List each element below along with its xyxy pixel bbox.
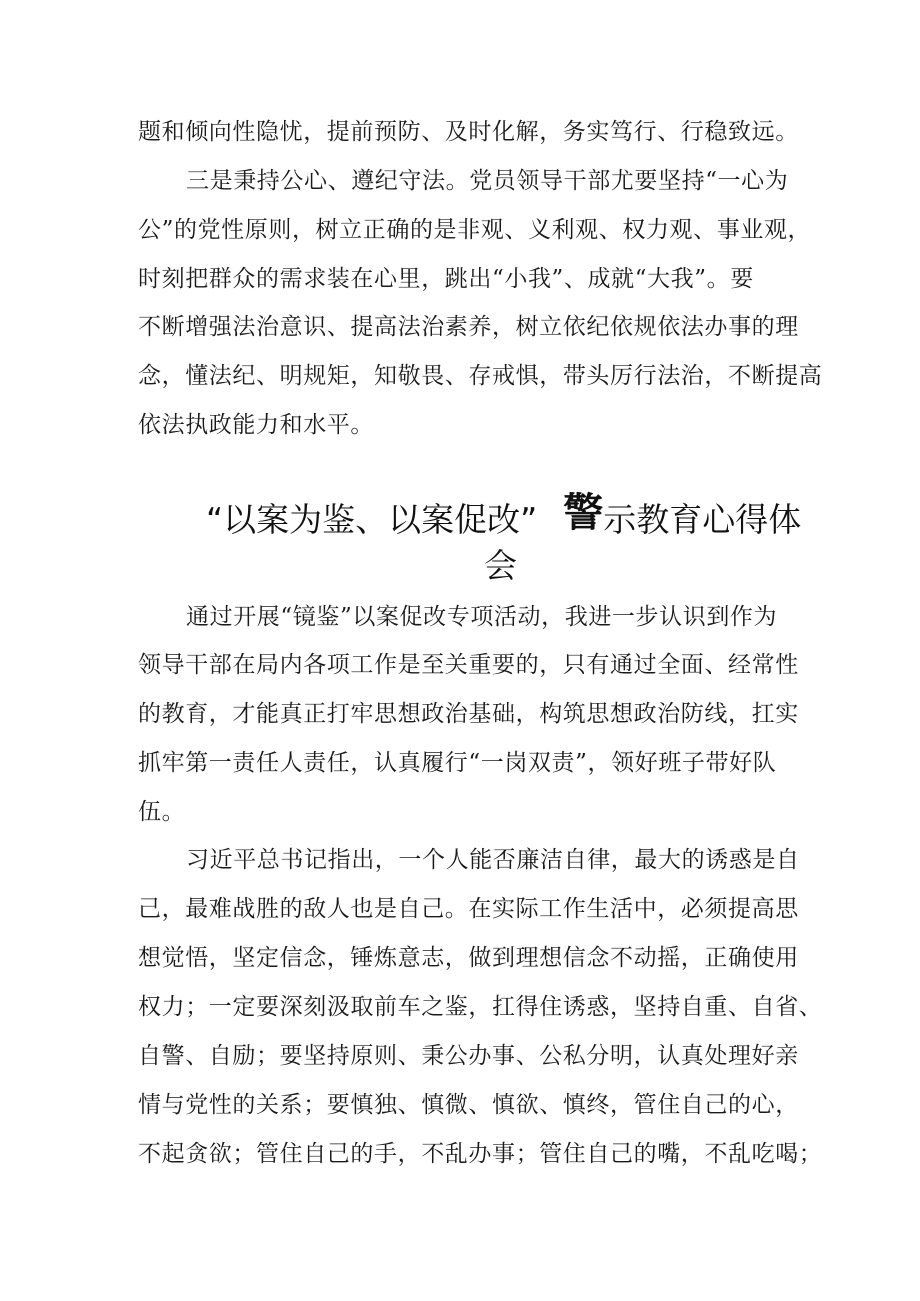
paragraph-line: 公”的党性原则，树立正确的是非观、义利观、权力观、事业观， [138,217,812,243]
article-title-part1: “以案为鉴、以案促改” [206,500,538,539]
paragraph-line: 念，懂法纪、明规矩，知敬畏、存戒惧，带头厉行法治，不断提高 [138,363,823,389]
paragraph-line: 领导干部在局内各项工作是至关重要的，只有通过全面、经常性 [138,652,799,678]
paragraph-line: 抓牢第一责任人责任，认真履行“一岗双责”，领好班子带好队 [138,750,777,776]
paragraph-line: 习近平总书记指出，一个人能否廉洁自律，最大的诱惑是自 [186,847,800,873]
paragraph-line: 自警、自励；要坚持原则、秉公办事、公私分明，认真处理好亲 [138,1043,799,1069]
paragraph-line: 想觉悟，坚定信念，锤炼意志，做到理想信念不动摇，正确使用 [138,945,799,971]
paragraph-line: 时刻把群众的需求装在心里，跳出“小我”、成就“大我”。要 [138,266,754,292]
paragraph-line: 不起贪欲；管住自己的手，不乱办事；管住自己的嘴，不乱吃喝； [138,1141,823,1167]
article-title-continuation: 会 [484,546,517,585]
article-title [206,490,802,542]
paragraph-line: 权力；一定要深刻汲取前车之鉴，扛得住诱惑，坚持自重、自省、 [138,994,823,1020]
paragraph-line: 情与党性的关系；要慎独、慎微、慎欲、慎终，管住自己的心， [138,1092,799,1118]
article-title-big-char: 警 [563,490,604,536]
paragraph-line: 己，最难战胜的敌人也是自己。在实际工作生活中，必须提高思 [138,896,799,922]
paragraph-line: 依法执政能力和水平。 [138,412,374,438]
paragraph-line: 题和倾向性隐忧，提前预防、及时化解，务实笃行、行稳致远。 [138,119,799,145]
article-title-part2: 示教育心得体 [603,500,802,539]
paragraph-line: 伍。 [138,799,186,825]
paragraph-line: 通过开展“镜鉴”以案促改专项活动，我进一步认识到作为 [186,604,778,630]
paragraph-line: 不断增强法治意识、提高法治素养，树立依纪依规依法办事的理 [138,314,799,340]
paragraph-line: 三是秉持公心、遵纪守法。党员领导干部尤要坚持“一心为 [186,168,789,194]
paragraph-line: 的教育，才能真正打牢思想政治基础，构筑思想政治防线，扛实 [138,701,799,727]
